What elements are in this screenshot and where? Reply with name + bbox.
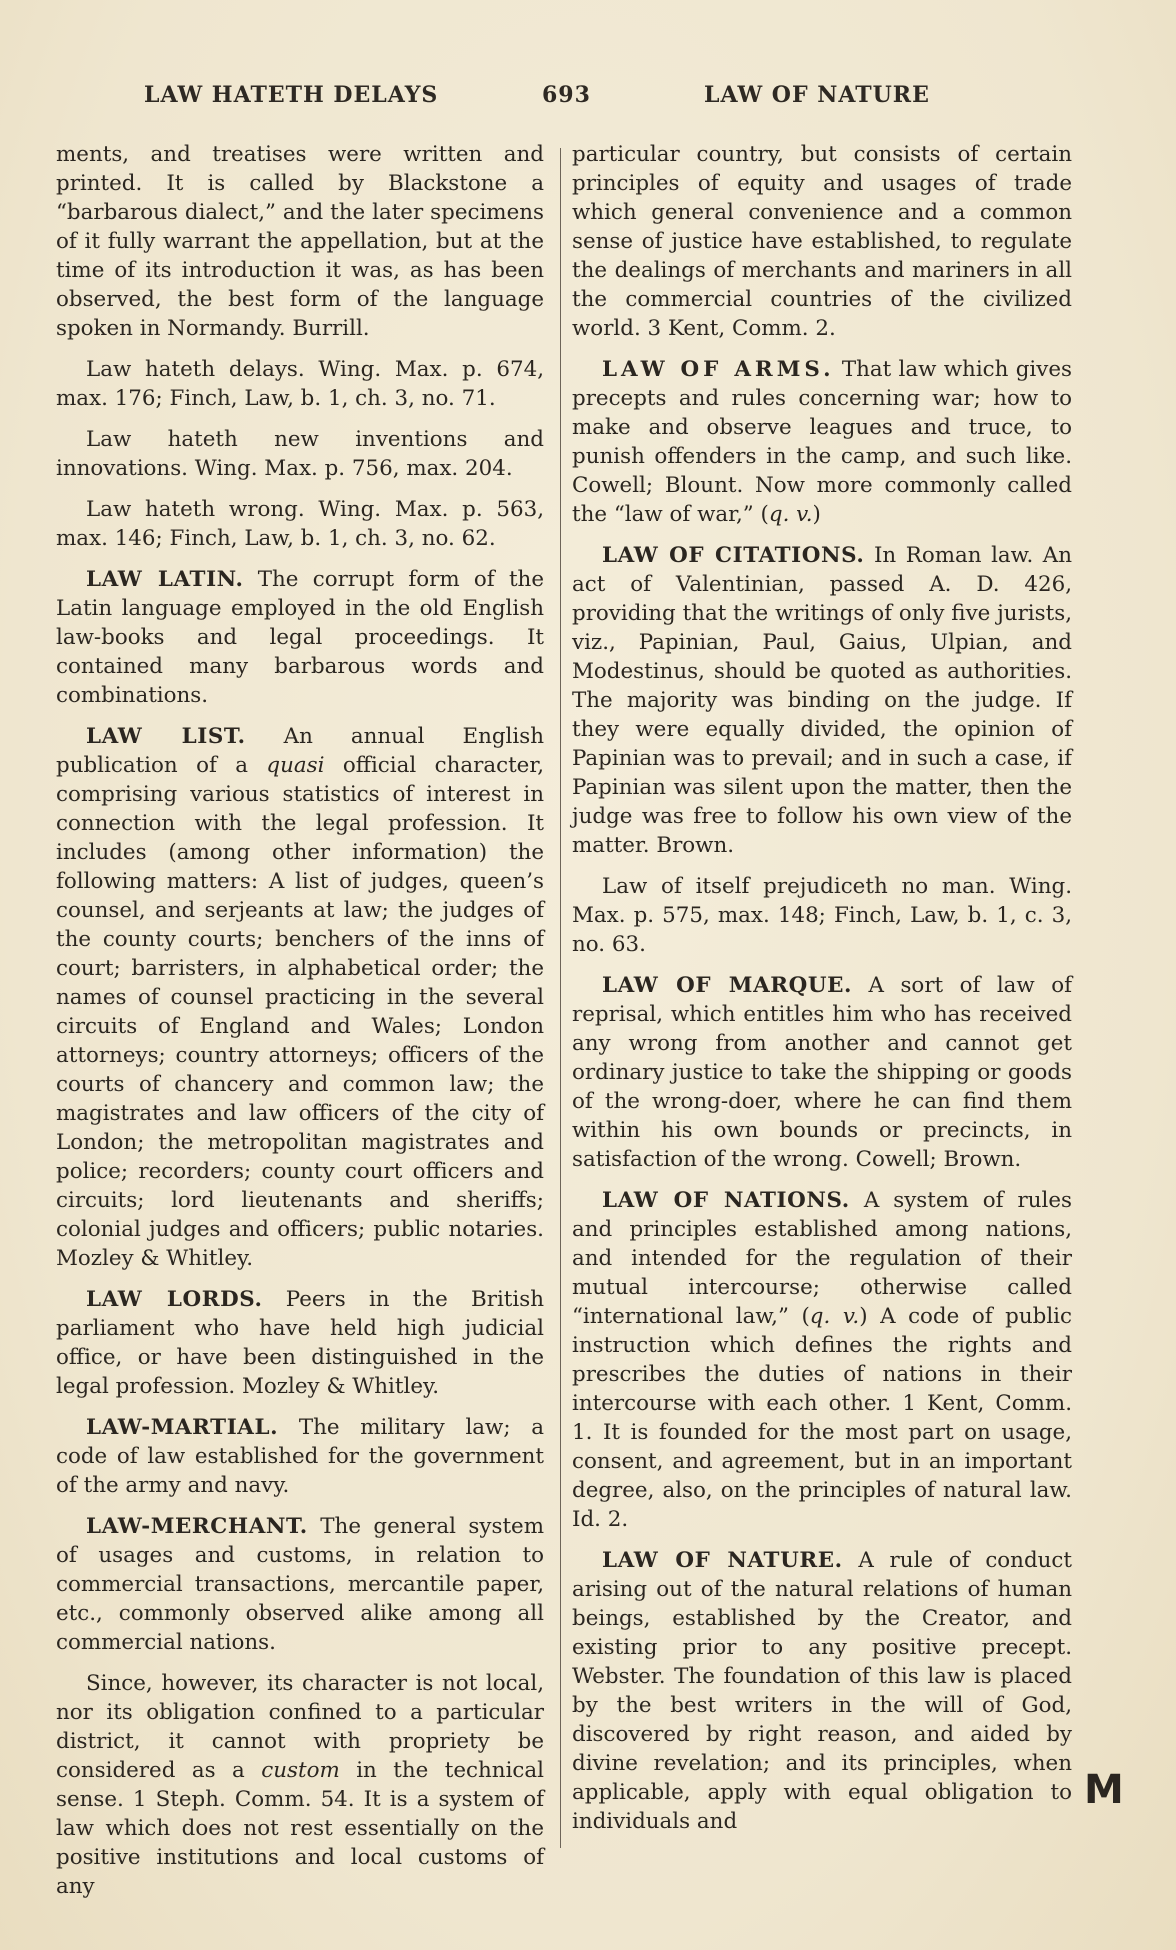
dictionary-entry [572, 1186, 1072, 1534]
dictionary-entry [56, 722, 544, 1273]
entry-text: Law hateth delays. Wing. Max. p. 674, max. 176; Finch, Law, b. 1, ch. 3, no. 71. [56, 357, 544, 411]
dictionary-entry [572, 971, 1072, 1174]
entry-text: A rule of conduct arising out of the natural relations of human beings, established by the Creator, and existing prior to any positive precept. Webster. The foundation of this law is placed by the best writers in the will of God, discovered by right reason, and aided by divine revelation; and its principles, when applicable, apply with equal obligation to individuals and [572, 1548, 1072, 1834]
dictionary-entry [56, 565, 544, 710]
entry-term: LAW LIST. [86, 724, 246, 749]
entry-text: That law which gives precepts and rules concerning war; how to make and observe leagues and truce, to punish offenders in the camp, and such like. Cowell; Blount. Now more commonly called the “law of war,” ( [572, 357, 1072, 527]
entry-text: Law hateth wrong. Wing. Max. p. 563, max. 146; Finch, Law, b. 1, ch. 3, no. 62. [56, 497, 544, 551]
left-column [56, 140, 544, 1913]
entry-term: LAW OF MARQUE. [602, 973, 853, 998]
dictionary-entry [572, 355, 1072, 529]
continued-text [572, 140, 1072, 343]
dictionary-entry [56, 1413, 544, 1500]
maxim-entry [572, 872, 1072, 959]
entry-term: LAW LORDS. [86, 1287, 263, 1312]
entry-text: The general system of usages and customs, in relation to commercial transactions, mercantile paper, etc., commonly observed alike among all commercial nations. [56, 1514, 544, 1655]
column-divider [560, 148, 561, 1848]
entry-term: LAW LATIN. [86, 567, 244, 592]
entry-text: Peers in the British parliament who have held high judicial office, or have been distinguished in the legal profession. Mozley & Whitley. [56, 1287, 544, 1399]
entry-text: official character, comprising various statistics of interest in connection with the legal profession. It includes (among other information) the following matters: A list of judges, queen’s counsel, and serjeants at law; the judges of the county courts; benchers of the inns of court; barristers, in alphabetical order; the names of counsel practicing in the several circuits of England and Wales; London attorneys; country attorneys; officers of the courts of chancery and common law; the magistrates and law officers of the city of London; the metropolitan magistrates and police; recorders; county court officers and circuits; lord lieutenants and sheriffs; colonial judges and officers; public notaries. Mozley & Whitley. [56, 753, 544, 1271]
dictionary-entry [572, 1546, 1072, 1836]
entry-text: ) [812, 502, 821, 527]
dictionary-entry [56, 1285, 544, 1401]
continued-text [56, 140, 544, 343]
entry-term: LAW OF ARMS. [602, 357, 835, 382]
entry-term: LAW-MERCHANT. [86, 1514, 308, 1539]
entry-text: An annual English publication of a [56, 724, 544, 778]
entry-term: LAW OF NATIONS. [602, 1188, 850, 1213]
thumb-index-tab: M [1084, 1767, 1124, 1813]
entry-text: A sort of law of reprisal, which entitles him who has received any wrong from another and cannot get ordinary justice to take the shipping or goods of the wrong-doer, where he can find them within his own bounds or precincts, in satisfaction of the wrong. Cowell; Brown. [572, 973, 1072, 1172]
entry-text: Since, however, its character is not local, nor its obligation confined to a particular district, it cannot with propriety be considered as a [56, 1671, 544, 1783]
entry-term: LAW OF NATURE. [602, 1548, 843, 1573]
entry-text: ) A code of public instruction which defines the rights and prescribes the duties of nations in their intercourse with each other. 1 Kent, Comm. 1. It is founded for the most part on usage, consent, and agreement, but in an important degree, also, on the principles of natural law. Id. 2. [572, 1304, 1072, 1532]
entry-term: LAW-MARTIAL. [86, 1415, 279, 1440]
dictionary-entry [56, 1669, 544, 1901]
maxim-entry [56, 425, 544, 483]
entry-text: The military law; a code of law established for the government of the army and navy. [56, 1415, 544, 1498]
maxim-entry [56, 495, 544, 553]
running-header [0, 82, 1176, 118]
entry-text: Law of itself prejudiceth no man. Wing. Max. p. 575, max. 148; Finch, Law, b. 1, c. 3, no. 63. [572, 874, 1072, 957]
entry-term: LAW OF CITATIONS. [602, 543, 865, 568]
entry-text: In Roman law. An act of Valentinian, passed A. D. 426, providing that the writings of only five jurists, viz., Papinian, Paul, Gaius, Ulpian, and Modestinus, should be quoted as authorities. The majority was binding on the judge. If they were equally divided, the opinion of Papinian was to prevail; and in such a case, if Papinian was silent upon the matter, then the judge was free to follow his own view of the matter. Brown. [572, 543, 1073, 858]
entry-text: A system of rules and principles established among nations, and intended for the regulation of their mutual intercourse; otherwise called “international law,” ( [572, 1188, 1073, 1329]
entry-text: ments, and treatises were written and printed. It is called by Blackstone a “barbarous dialect,” and the later specimens of it fully warrant the appellation, but at the time of its introduction it was, as has been observed, the best form of the language spoken in Normandy. Burrill. [56, 142, 544, 341]
right-column [572, 140, 1072, 1848]
entry-text: in the technical sense. 1 Steph. Comm. 54. It is a system of law which does not rest essentially on the positive institutions and local customs of any [56, 1758, 544, 1899]
entry-text: particular country, but consists of certain principles of equity and usages of trade which general convenience and a common sense of justice have established, to regulate the dealings of merchants and mariners in all the commercial countries of the civilized world. 3 Kent, Comm. 2. [572, 142, 1072, 341]
header-left-guideword: LAW HATETH DELAYS [144, 82, 439, 108]
dictionary-entry [56, 1512, 544, 1657]
italic-text: custom [261, 1758, 340, 1783]
entry-text: Law hateth new inventions and innovations. Wing. Max. p. 756, max. 204. [56, 427, 544, 481]
italic-text: quasi [266, 753, 325, 778]
dictionary-entry [572, 541, 1072, 860]
header-right-guideword: LAW OF NATURE [704, 82, 930, 108]
maxim-entry [56, 355, 544, 413]
italic-text: q. v. [768, 502, 813, 527]
page-number: 693 [542, 82, 591, 108]
italic-text: q. v. [809, 1304, 860, 1329]
entry-text: The corrupt form of the Latin language employed in the old English law-books and legal proceedings. It contained many barbarous words and combinations. [56, 567, 544, 708]
